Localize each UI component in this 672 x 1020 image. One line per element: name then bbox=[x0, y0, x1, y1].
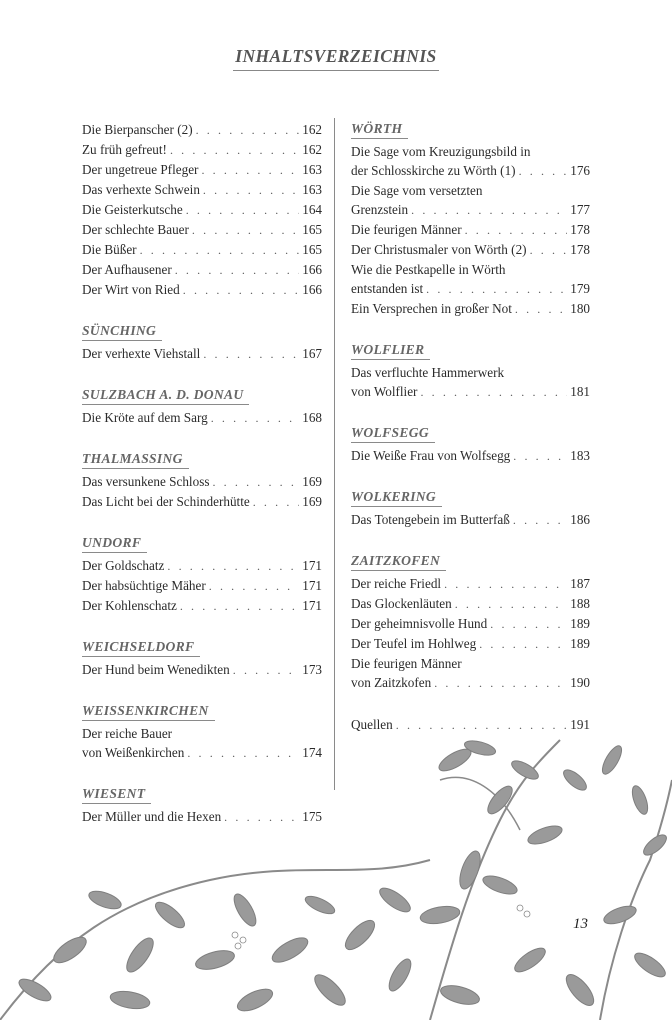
dot-leader bbox=[233, 661, 299, 680]
toc-entry[interactable] bbox=[351, 446, 590, 466]
toc-entry-title-line: Die feurigen Männer bbox=[351, 656, 462, 671]
section-heading: WOLFLIER bbox=[351, 341, 430, 360]
toc-entry-title: Der Kohlenschatz bbox=[82, 598, 177, 613]
toc-entry-page: 165 bbox=[302, 222, 322, 237]
dot-leader bbox=[183, 281, 299, 300]
toc-entry[interactable] bbox=[82, 576, 322, 596]
page-number: 13 bbox=[573, 916, 588, 932]
toc-entry-title: Zu früh gefreut! bbox=[82, 142, 167, 157]
toc-entry-page: 179 bbox=[570, 281, 590, 296]
toc-entry-title: Der schlechte Bauer bbox=[82, 222, 189, 237]
toc-entry[interactable] bbox=[351, 574, 590, 594]
dot-leader bbox=[253, 493, 299, 512]
dot-leader bbox=[420, 383, 567, 402]
toc-entry-page: 189 bbox=[570, 636, 590, 651]
toc-entry-page: 180 bbox=[570, 301, 590, 316]
toc-entry-title: Das verhexte Schwein bbox=[82, 182, 200, 197]
toc-entry-page: 167 bbox=[302, 346, 322, 361]
toc-entry-title: Das Licht bei der Schinderhütte bbox=[82, 494, 250, 509]
toc-section-wolflier bbox=[351, 341, 590, 402]
toc-entry-title: entstanden ist bbox=[351, 281, 424, 296]
toc-entry[interactable] bbox=[82, 492, 322, 512]
column-divider bbox=[334, 118, 335, 790]
dot-leader bbox=[479, 635, 567, 654]
toc-entry-page: 171 bbox=[302, 598, 322, 613]
dot-leader bbox=[203, 345, 299, 364]
section-heading: WÖRTH bbox=[351, 120, 408, 139]
dot-leader bbox=[186, 201, 300, 220]
toc-entry-page: 162 bbox=[302, 142, 322, 157]
toc-entry-page: 169 bbox=[302, 474, 322, 489]
toc-entry-page: 166 bbox=[302, 282, 322, 297]
dot-leader bbox=[515, 300, 567, 319]
dot-leader bbox=[465, 221, 568, 240]
dot-leader bbox=[203, 181, 299, 200]
toc-entry[interactable] bbox=[351, 715, 590, 735]
dot-leader bbox=[196, 121, 300, 140]
toc-entry-title: Der ungetreue Pfleger bbox=[82, 162, 199, 177]
toc-left-column bbox=[82, 120, 322, 849]
toc-entry[interactable] bbox=[82, 408, 322, 428]
toc-entry[interactable] bbox=[82, 180, 322, 200]
toc-section-worth bbox=[351, 120, 590, 319]
toc-entry-page: 173 bbox=[302, 662, 322, 677]
dot-leader bbox=[209, 577, 299, 596]
section-heading: WEISSENKIRCHEN bbox=[82, 702, 215, 721]
toc-entry-page: 164 bbox=[302, 202, 322, 217]
section-heading: UNDORF bbox=[82, 534, 147, 553]
toc-entry-page: 176 bbox=[570, 163, 590, 178]
page-title bbox=[0, 46, 672, 71]
toc-entry[interactable] bbox=[351, 142, 590, 181]
toc-entry-page: 178 bbox=[570, 222, 590, 237]
toc-entry[interactable] bbox=[82, 556, 322, 576]
toc-entry-title: Ein Versprechen in großer Not bbox=[351, 301, 512, 316]
toc-entry-title-line: Die Sage vom Kreuzigungsbild in bbox=[351, 144, 531, 159]
toc-entry[interactable] bbox=[82, 240, 322, 260]
toc-entry[interactable] bbox=[351, 634, 590, 654]
toc-entry-page: 190 bbox=[570, 675, 590, 690]
toc-entry[interactable] bbox=[82, 160, 322, 180]
toc-section-wolfsegg bbox=[351, 424, 590, 466]
dot-leader bbox=[455, 595, 568, 614]
toc-entry-title: Der verhexte Viehstall bbox=[82, 346, 201, 361]
toc-entry[interactable] bbox=[351, 299, 590, 319]
toc-entry[interactable] bbox=[82, 807, 322, 827]
page-title-text: INHALTSVERZEICHNIS bbox=[233, 46, 438, 71]
dot-leader bbox=[180, 597, 299, 616]
toc-entry[interactable] bbox=[82, 260, 322, 280]
toc-entry-title: Die feurigen Männer bbox=[351, 222, 462, 237]
toc-entry[interactable] bbox=[82, 220, 322, 240]
dot-leader bbox=[396, 716, 567, 735]
toc-entry-page: 178 bbox=[570, 242, 590, 257]
toc-entry-title: Der geheimnisvolle Hund bbox=[351, 616, 488, 631]
toc-entry-title: Die Büßer bbox=[82, 242, 137, 257]
toc-entry-title-line: Das verfluchte Hammerwerk bbox=[351, 365, 505, 380]
toc-entry-title: Der Müller und die Hexen bbox=[82, 809, 222, 824]
dot-leader bbox=[444, 575, 567, 594]
toc-entry-title: der Schlosskirche zu Wörth (1) bbox=[351, 163, 516, 178]
toc-entry-page: 183 bbox=[570, 448, 590, 463]
toc-entry[interactable] bbox=[351, 654, 590, 693]
toc-entry[interactable] bbox=[351, 181, 590, 220]
toc-section-wiesent bbox=[82, 785, 322, 827]
toc-entry[interactable] bbox=[351, 510, 590, 530]
toc-entry-title: Der reiche Friedl bbox=[351, 576, 442, 591]
toc-entry[interactable] bbox=[82, 200, 322, 220]
toc-section-weichseldorf bbox=[82, 638, 322, 680]
toc-entry-title: Die Bierpanscher (2) bbox=[82, 122, 193, 137]
dot-leader bbox=[170, 141, 299, 160]
section-heading: ZAITZKOFEN bbox=[351, 552, 446, 571]
toc-entry-page: 186 bbox=[570, 512, 590, 527]
dot-leader bbox=[201, 161, 299, 180]
toc-entry[interactable] bbox=[82, 120, 322, 140]
dot-leader bbox=[519, 162, 568, 181]
dot-leader bbox=[513, 511, 567, 530]
section-heading: THALMASSING bbox=[82, 450, 189, 469]
toc-entry[interactable] bbox=[82, 596, 322, 616]
section-heading: WIESENT bbox=[82, 785, 151, 804]
toc-entry-title-line: Wie die Pestkapelle in Wörth bbox=[351, 262, 506, 277]
toc-entry-title: Der Goldschatz bbox=[82, 558, 165, 573]
toc-section-zaitzkofen bbox=[351, 552, 590, 693]
dot-leader bbox=[175, 261, 300, 280]
dot-leader bbox=[224, 808, 299, 827]
toc-entry-page: 166 bbox=[302, 262, 322, 277]
toc-section bbox=[82, 120, 322, 300]
toc-section bbox=[351, 715, 590, 735]
toc-entry[interactable] bbox=[82, 724, 322, 763]
dot-leader bbox=[212, 473, 299, 492]
toc-entry-title: Das versunkene Schloss bbox=[82, 474, 210, 489]
toc-entry-title: Der Wirt von Ried bbox=[82, 282, 180, 297]
toc-entry-page: 177 bbox=[570, 202, 590, 217]
toc-entry-title: von Wolflier bbox=[351, 384, 418, 399]
toc-entry-page: 191 bbox=[570, 717, 590, 732]
toc-entry-title: Die Kröte auf dem Sarg bbox=[82, 410, 208, 425]
toc-entry-page: 169 bbox=[302, 494, 322, 509]
dot-leader bbox=[530, 241, 568, 260]
dot-leader bbox=[167, 557, 299, 576]
dot-leader bbox=[426, 280, 567, 299]
dot-leader bbox=[434, 674, 567, 693]
toc-entry-page: 162 bbox=[302, 122, 322, 137]
toc-entry[interactable] bbox=[351, 614, 590, 634]
toc-entry-page: 187 bbox=[570, 576, 590, 591]
toc-entry[interactable] bbox=[351, 220, 590, 240]
toc-entry-title: Die Weiße Frau von Wolfsegg bbox=[351, 448, 511, 463]
toc-section-sulzbach-a-d-donau bbox=[82, 386, 322, 428]
toc-entry[interactable] bbox=[351, 240, 590, 260]
toc-entry-title: Quellen bbox=[351, 717, 393, 732]
toc-entry-page: 171 bbox=[302, 558, 322, 573]
toc-entry-page: 189 bbox=[570, 616, 590, 631]
dot-leader bbox=[187, 744, 299, 763]
toc-entry-title: Der habsüchtige Mäher bbox=[82, 578, 206, 593]
toc-section-weissenkirchen bbox=[82, 702, 322, 763]
toc-entry[interactable] bbox=[82, 140, 322, 160]
toc-entry-page: 171 bbox=[302, 578, 322, 593]
toc-entry-page: 165 bbox=[302, 242, 322, 257]
toc-entry-page: 188 bbox=[570, 596, 590, 611]
dot-leader bbox=[211, 409, 299, 428]
toc-entry-title: Das Glockenläuten bbox=[351, 596, 452, 611]
toc-entry-title: Das Totengebein im Butterfaß bbox=[351, 512, 510, 527]
toc-entry[interactable] bbox=[82, 344, 322, 364]
section-heading: SULZBACH A. D. DONAU bbox=[82, 386, 249, 405]
toc-entry-page: 174 bbox=[302, 745, 322, 760]
toc-entry[interactable] bbox=[82, 472, 322, 492]
toc-section-sunching bbox=[82, 322, 322, 364]
toc-entry-title: Der Teufel im Hohlweg bbox=[351, 636, 477, 651]
dot-leader bbox=[411, 201, 567, 220]
toc-entry-page: 163 bbox=[302, 162, 322, 177]
dot-leader bbox=[192, 221, 299, 240]
toc-section-thalmassing bbox=[82, 450, 322, 512]
dot-leader bbox=[490, 615, 567, 634]
toc-entry-title: Der Aufhausener bbox=[82, 262, 172, 277]
toc-entry-title: von Weißenkirchen bbox=[82, 745, 185, 760]
toc-entry-title: von Zaitzkofen bbox=[351, 675, 432, 690]
toc-entry-page: 168 bbox=[302, 410, 322, 425]
toc-entry[interactable] bbox=[351, 260, 590, 299]
dot-leader bbox=[140, 241, 300, 260]
toc-entry[interactable] bbox=[82, 280, 322, 300]
toc-entry-title: Grenzstein bbox=[351, 202, 409, 217]
toc-entry-title: Der Hund beim Wenedikten bbox=[82, 662, 230, 677]
section-heading: WOLKERING bbox=[351, 488, 442, 507]
toc-entry[interactable] bbox=[351, 594, 590, 614]
toc-entry-page: 163 bbox=[302, 182, 322, 197]
toc-entry-title-line: Der reiche Bauer bbox=[82, 726, 173, 741]
dot-leader bbox=[513, 447, 567, 466]
toc-right-column bbox=[351, 120, 590, 757]
section-heading: WEICHSELDORF bbox=[82, 638, 200, 657]
toc-entry[interactable] bbox=[351, 363, 590, 402]
toc-entry-title: Der Christusmaler von Wörth (2) bbox=[351, 242, 527, 257]
section-heading: WOLFSEGG bbox=[351, 424, 435, 443]
toc-entry-page: 175 bbox=[302, 809, 322, 824]
toc-section-undorf bbox=[82, 534, 322, 616]
section-heading: SÜNCHING bbox=[82, 322, 162, 341]
toc-entry-title: Die Geisterkutsche bbox=[82, 202, 183, 217]
toc-section-wolkering bbox=[351, 488, 590, 530]
toc-entry[interactable] bbox=[82, 660, 322, 680]
toc-entry-page: 181 bbox=[570, 384, 590, 399]
toc-entry-title-line: Die Sage vom versetzten bbox=[351, 183, 483, 198]
